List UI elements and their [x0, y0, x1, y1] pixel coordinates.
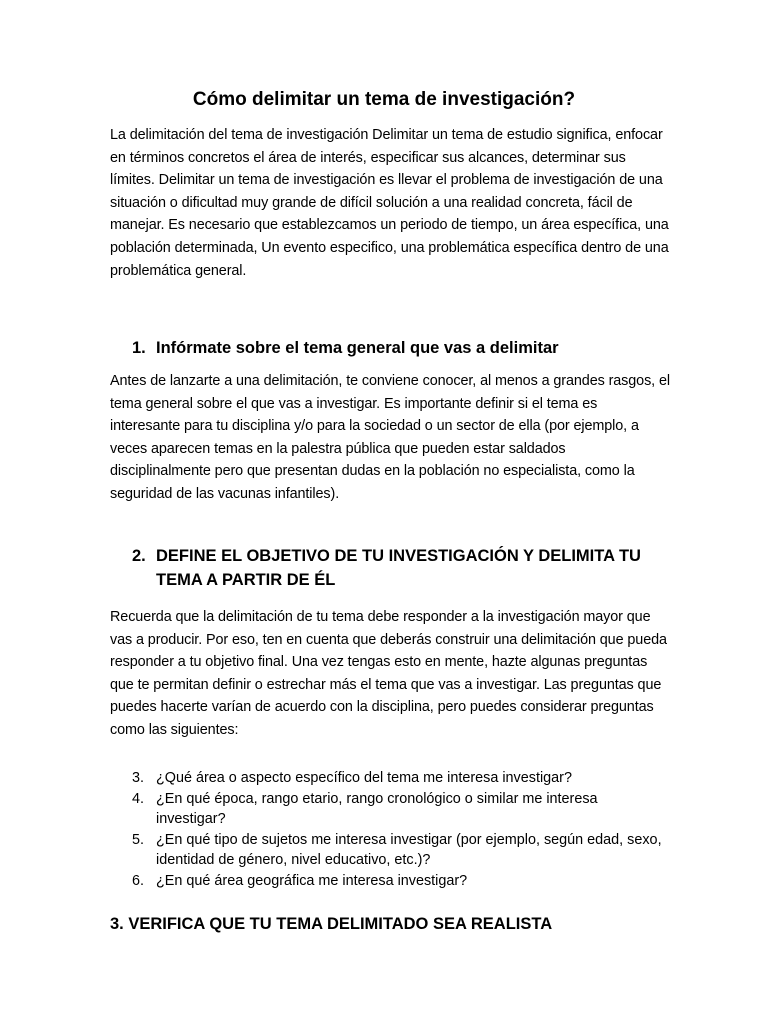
list-item — [110, 830, 670, 871]
section-1-heading — [110, 336, 650, 360]
section-2-heading — [110, 544, 650, 592]
intro-paragraph: La delimitación del tema de investigación Delimitar un tema de estudio significa, enfocar en términos concretos el área de interés, especificar sus alcances, determinar sus límites. Delimitar un tema de investigación es llevar el problema de investigación de una situación o dificultad muy grande de difícil solución a una realidad concreta, fácil de manejar. Es necesario que establezcamos un periodo de tiempo, un área específica, una población determinada, Un evento especifico, una problemática específica dentro de una problemática general. — [110, 127, 669, 279]
section-2-title: DEFINE EL OBJETIVO DE TU INVESTIGACIÓN Y DELIMITA TU TEMA A PARTIR DE ÉL — [156, 547, 641, 589]
list-item-number: 3. — [132, 770, 145, 786]
section-1-number: 1. — [132, 339, 146, 357]
list-item-text: ¿Qué área o aspecto específico del tema me interesa investigar? — [156, 770, 572, 786]
questions-list — [110, 768, 670, 891]
list-item — [110, 789, 670, 830]
list-item-text: ¿En qué área geográfica me interesa investigar? — [156, 872, 468, 889]
list-item-text: ¿En qué época, rango etario, rango cronológico o similar me interesa investigar? — [156, 790, 598, 827]
list-item-number: 5. — [132, 831, 145, 848]
list-item-text: ¿En qué tipo de sujetos me interesa investigar (por ejemplo, según edad, sexo, identidad de género, nivel educativo, etc.)? — [156, 831, 662, 868]
document-title: Cómo delimitar un tema de investigación? — [192, 89, 576, 110]
section-3-heading: 3. VERIFICA QUE TU TEMA DELIMITADO SEA REALISTA — [110, 915, 553, 933]
list-item — [110, 768, 670, 789]
section-1-paragraph: Antes de lanzarte a una delimitación, te conviene conocer, al menos a grandes rasgos, el tema general sobre el que vas a investigar. Es importante definir si el tema es interesante para tu disciplina y/o para la sociedad o un sector de ella (por ejemplo, a veces aparecen temas en la palestra pública que pueden estar saldados disciplinalmente pero que presentan dudas en la población no especialista, como la seguridad de las vacunas infantiles). — [110, 373, 670, 502]
section-2-number: 2. — [132, 547, 146, 565]
list-item-number: 4. — [132, 790, 145, 807]
list-item-number: 6. — [132, 872, 145, 889]
list-item — [110, 871, 670, 892]
section-1-title: Infórmate sobre el tema general que vas a delimitar — [156, 339, 559, 357]
section-2-paragraph: Recuerda que la delimitación de tu tema debe responder a la investigación mayor que vas a producir. Por eso, ten en cuenta que deberás construir una delimitación que pueda responder a tu objetivo final. Una vez tengas esto en mente, hazte algunas preguntas que te permitan definir o estrechar más el tema que vas a investigar. Las preguntas que puedes hacerte varían de acuerdo con la disciplina, pero puedes considerar preguntas como las siguientes: — [110, 609, 667, 738]
